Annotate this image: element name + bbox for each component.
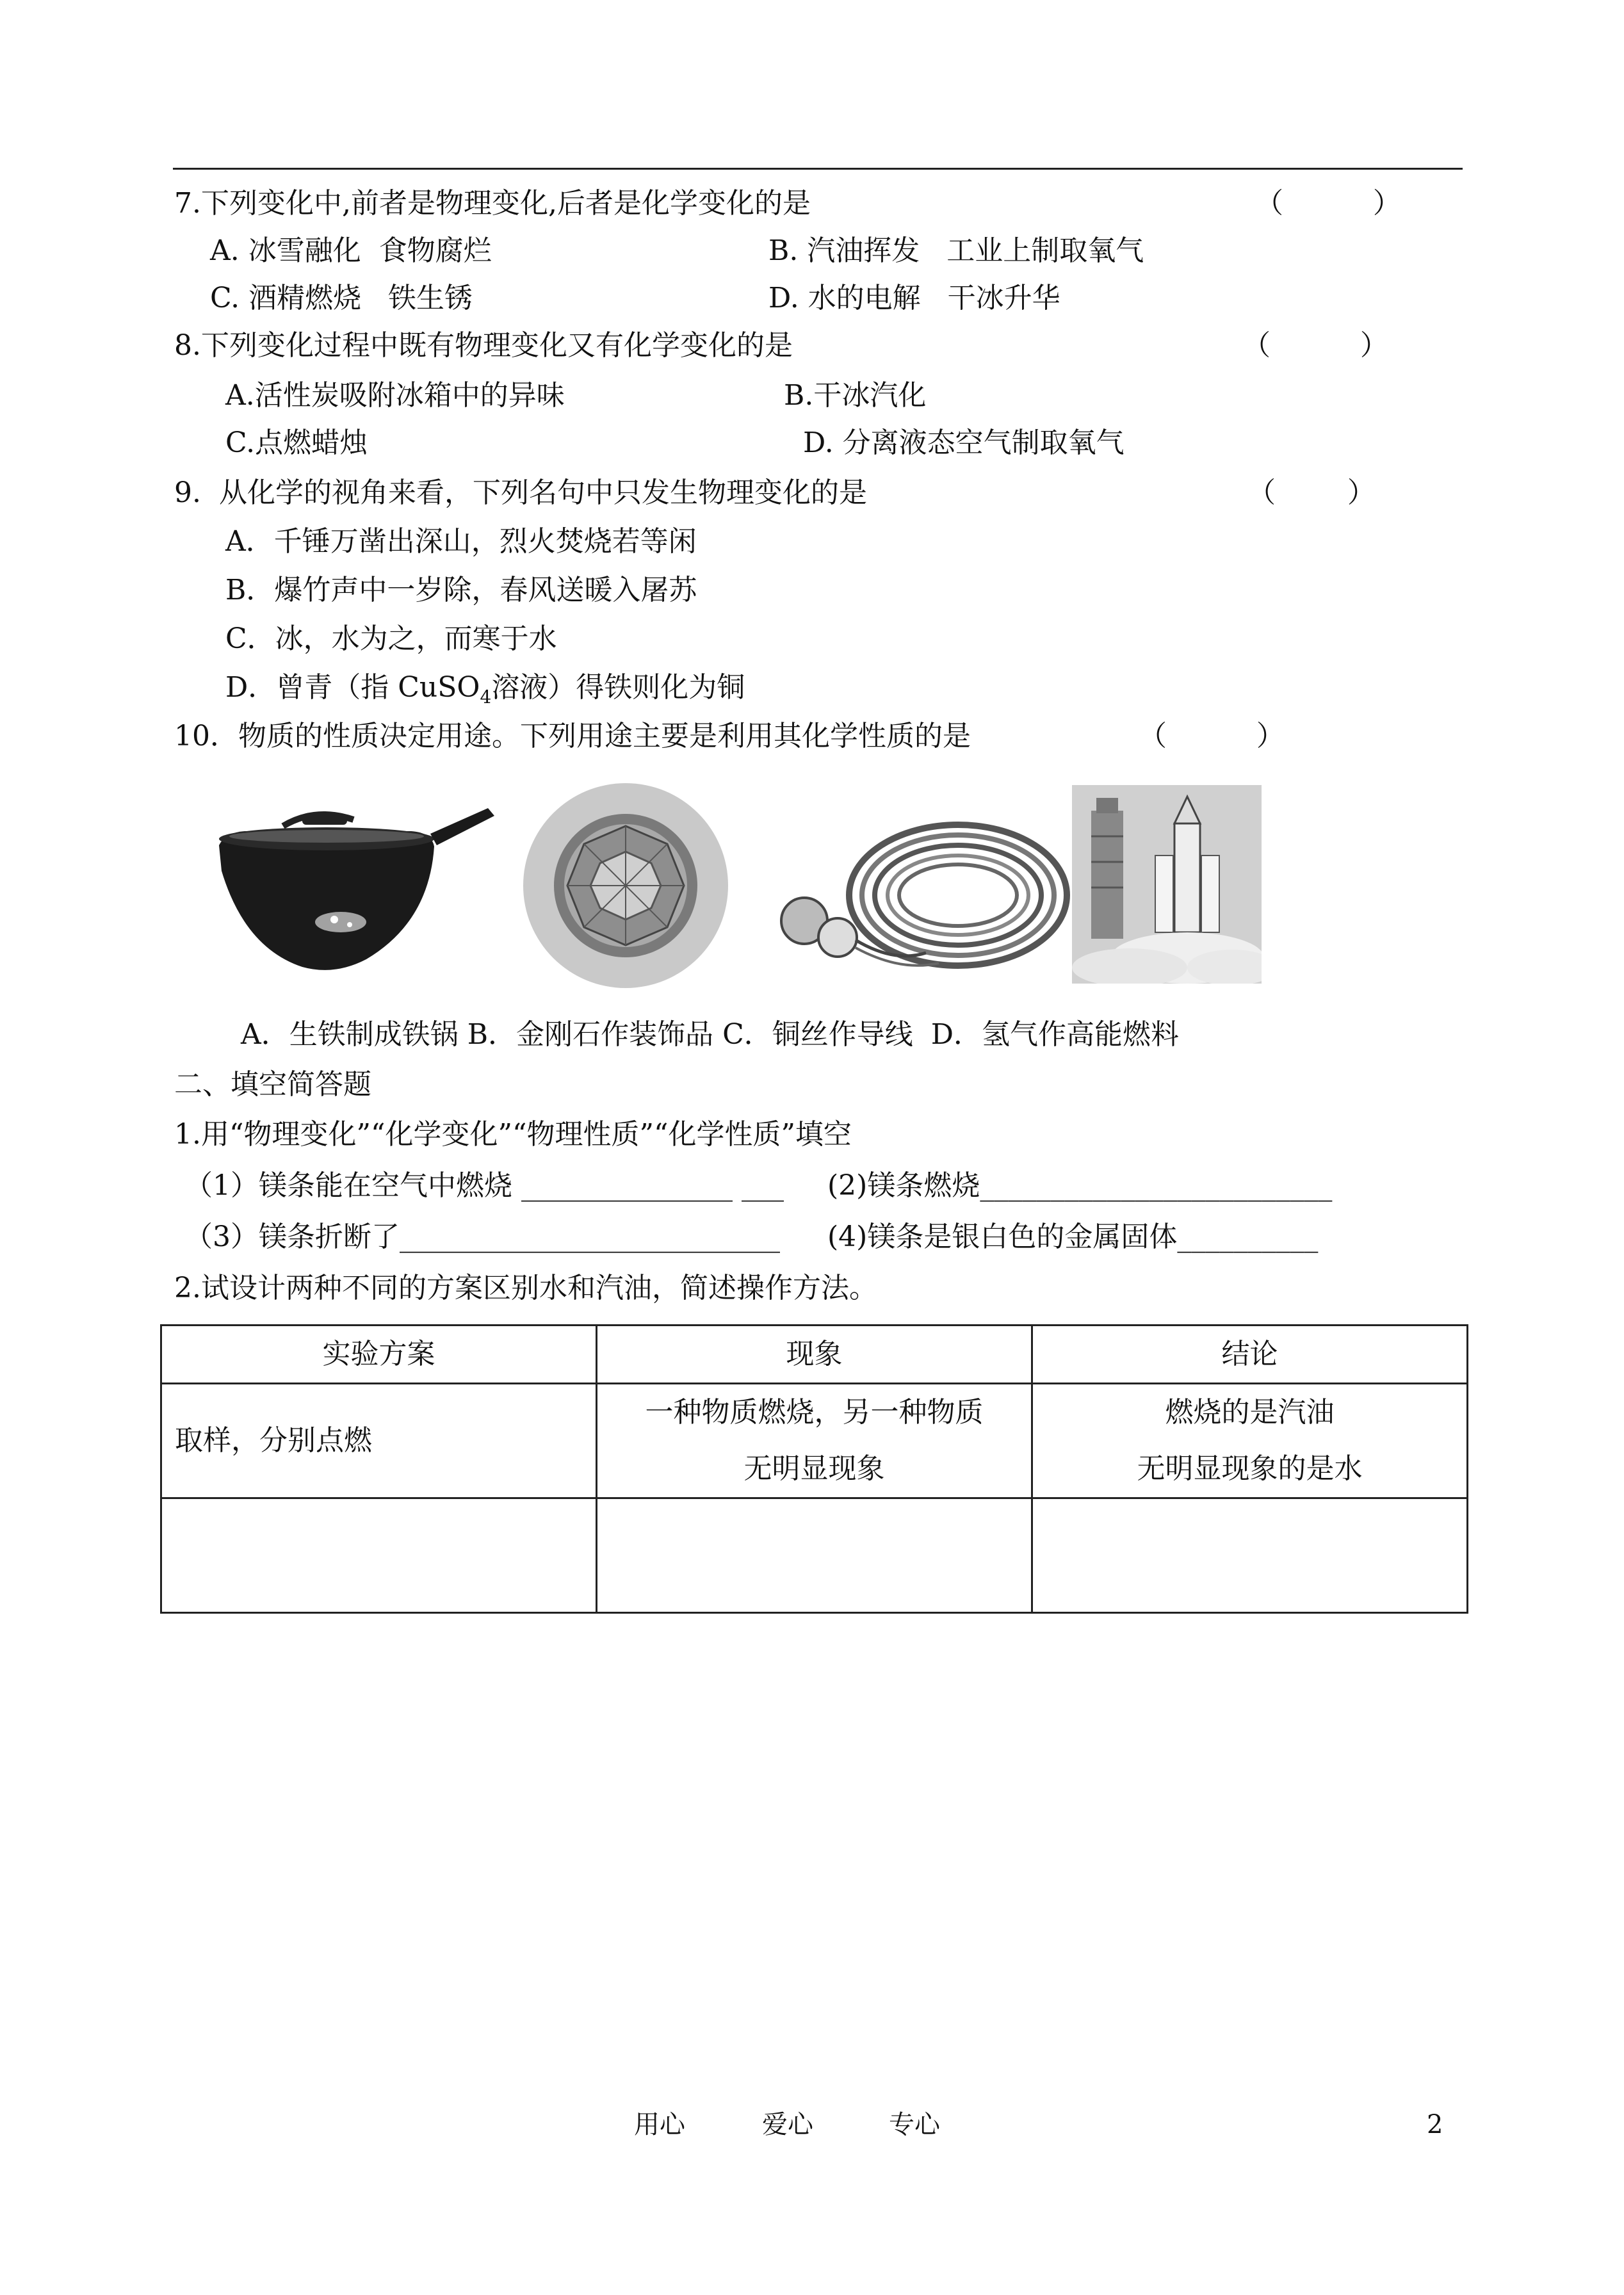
q8-option-b: B.干冰汽化 [784,379,927,412]
s2-q1-stem: 1.用“物理变化”“化学变化”“物理性质”“化学性质”填空 [174,1118,852,1151]
q9-option-b: B．爆竹声中一岁除，春风送暖入屠苏 [225,574,697,606]
q9-stem: 9. 从化学的视角来看，下列名句中只发生物理变化的是 [174,476,867,509]
copper-wire-image [766,812,1073,985]
table-header-row [161,1326,1468,1384]
q9-answer-paren: （ ） [1247,476,1376,509]
q8-option-c: C.点燃蜡烛 [225,426,368,459]
header-rule [173,168,1463,170]
q10-stem: 10．物质的性质决定用途。下列用途主要是利用其化学性质的是 [174,720,971,752]
q8-answer-paren: （ ） [1242,329,1388,362]
s2-q1-item3: （3）镁条折断了___________________________ [184,1220,780,1253]
row1-plan: 取样，分别点燃 [161,1384,597,1498]
row2-conclusion [1032,1498,1468,1613]
footer-motto-1: 用心 [634,2110,685,2139]
q7-option-d: D. 水的电解 干冰升华 [768,282,1060,314]
q10-answer-paren: （ ） [1139,720,1285,752]
iron-wok-image [206,794,498,986]
table-row [161,1384,1468,1498]
q7-option-b: B. 汽油挥发 工业上制取氧气 [768,234,1144,267]
q9-option-c: C．冰，水为之，而寒于水 [225,622,557,655]
experiment-table [160,1324,1468,1614]
section2-title: 二、填空简答题 [174,1068,371,1101]
row1-phenomenon-line1: 一种物质燃烧，另一种物质 [645,1396,984,1429]
row1-conclusion-line2: 无明显现象的是水 [1137,1452,1363,1485]
table-row [161,1498,1468,1613]
q9-option-a: A．千锤万凿出深山，烈火焚烧若等闲 [225,525,697,558]
q10-options: A．生铁制成铁锅 B．金刚石作装饰品 C．铜丝作导线 D．氢气作高能燃料 [241,1018,1179,1051]
q8-option-a: A.活性炭吸附冰箱中的异味 [225,379,565,412]
q9-option-d-subscript: 4 [480,686,492,708]
s2-q1-item2: (2)镁条燃烧_________________________ [827,1169,1333,1202]
q9-option-d-suffix: 溶液）得铁则化为铜 [491,671,745,704]
q7-option-c: C. 酒精燃烧 铁生锈 [210,282,473,314]
header-phenomenon: 现象 [597,1326,1032,1384]
q7-option-a: A. 冰雪融化 食物腐烂 [210,234,492,267]
q7-stem: 7.下列变化中,前者是物理变化,后者是化学变化的是 [174,187,811,220]
diamond-image [520,780,731,991]
row2-plan [161,1498,597,1613]
q8-option-d: D. 分离液态空气制取氧气 [803,426,1125,459]
row1-conclusion-line1: 燃烧的是汽油 [1165,1396,1335,1429]
rocket-launch-image [1072,785,1262,984]
s2-q1-item4: (4)镁条是银白色的金属固体__________ [827,1220,1319,1253]
s2-q1-item1: （1）镁条能在空气中燃烧 _______________ ___ [184,1169,784,1202]
page-number: 2 [1427,2110,1443,2139]
row1-phenomenon [597,1384,1032,1498]
header-conclusion: 结论 [1032,1326,1468,1384]
q7-answer-paren: （ ） [1255,187,1401,220]
q9-option-d [225,670,745,715]
q8-stem: 8.下列变化过程中既有物理变化又有化学变化的是 [174,329,793,362]
row1-conclusion [1032,1384,1468,1498]
row2-phenomenon [597,1498,1032,1613]
footer-motto-2: 爱心 [762,2110,813,2139]
header-plan: 实验方案 [161,1326,597,1384]
footer-motto-3: 专心 [889,2110,940,2139]
s2-q2-stem: 2.试设计两种不同的方案区别水和汽油，简述操作方法。 [174,1272,877,1304]
q9-option-d-prefix: D．曾青（指 CuSO [225,671,480,704]
row1-phenomenon-line2: 无明显现象 [743,1452,885,1485]
